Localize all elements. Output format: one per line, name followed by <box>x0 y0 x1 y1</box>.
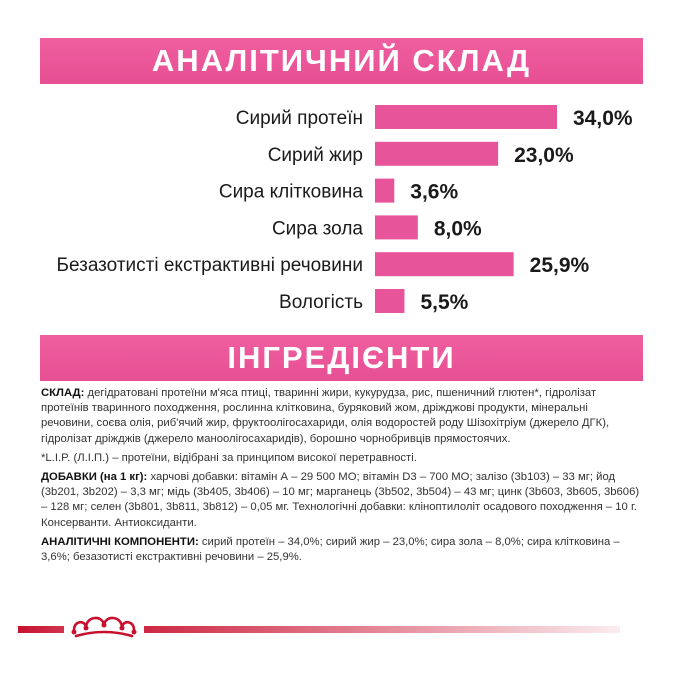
additives-label: ДОБАВКИ (на 1 кг): <box>41 471 148 484</box>
value-label: 23,0% <box>514 143 574 167</box>
footer-band-left <box>18 626 64 633</box>
value-label: 34,0% <box>573 107 633 130</box>
category-label: Вологість <box>279 292 363 313</box>
footer-band-right <box>144 626 620 633</box>
category-label: Сирий жир <box>267 144 363 166</box>
components-paragraph <box>41 535 641 565</box>
footnote-paragraph <box>41 451 641 466</box>
composition-text: дегідратовані протеїни м'яса птиці, тваринні жири, кукурудза, рис, пшеничний глютен*, гідролізат протеїнів тваринного походження, рослинна клітковина, буряковий жом, дріжджові продукти, мінеральні речовини, соєва олія, риб'ячий жир, фруктоолігосахариди, олія водоростей роду Шізохітріум (джерело ДГК), гідролізат дріжджів (джерело маноолігосахаридів), борошно чорнобривців прямостоячих. <box>41 387 610 445</box>
components-text: сирий протеїн – 34,0%; сирий жир – 23,0%; сира зола – 8,0%; сира клітковина – 3,6%; безазотисті екстрактивні речовини – 25,9%. <box>41 535 620 564</box>
category-label: Сирий протеїн <box>235 108 363 129</box>
value-label: 25,9% <box>529 254 590 278</box>
components-label: АНАЛІТИЧНІ КОМПОНЕНТИ: <box>41 535 199 548</box>
analytic-bar-chart <box>0 96 682 316</box>
footnote-text: *L.I.P. (Л.І.П.) – протеїни, відібрані за принципом високої перетравності. <box>41 451 417 464</box>
ingredients-text <box>41 386 641 569</box>
composition-paragraph <box>41 386 641 447</box>
section-banner-ingredients <box>40 335 643 381</box>
category-label: Сира клітковина <box>218 181 363 203</box>
composition-label: СКЛАД: <box>41 387 85 399</box>
value-label: 3,6% <box>410 180 459 204</box>
section-title-analytic: АНАЛІТИЧНИЙ СКЛАД <box>151 43 532 78</box>
bar <box>375 142 498 166</box>
value-label: 5,5% <box>420 291 469 314</box>
category-label: Безазотисті екстрактивні речовини <box>56 255 363 277</box>
section-banner-analytic <box>40 38 643 84</box>
brand-footer <box>0 606 682 646</box>
additives-paragraph <box>41 470 641 531</box>
crown-icon <box>72 618 137 636</box>
bar <box>375 289 404 313</box>
category-label: Сира зола <box>271 218 363 240</box>
bar <box>375 252 514 276</box>
value-label: 8,0% <box>433 217 482 241</box>
additives-text: харчові добавки: вітамін А – 29 500 МО; вітамін D3 – 700 МО; залізо (3b103) – 33 мг; йод (3b201, 3b202) – 3,3 мг; мідь (3b405, 3b406) – 10 мг; марганець (3b502, 3b504) – 43 мг; цинк (3b603, 3b605, 3b606) – 128 мг; селен (3b801, 3b811, 3b812) – 0,05 мг. Технологічні добавки: клінoптилоліт осадового походження – 10 г. Консерванти. Антиоксиданти. <box>41 471 640 529</box>
bar <box>375 105 557 129</box>
section-title-ingredients: ІНГРЕДІЄНТИ <box>227 340 456 375</box>
bar <box>375 215 418 239</box>
bar <box>375 179 394 203</box>
